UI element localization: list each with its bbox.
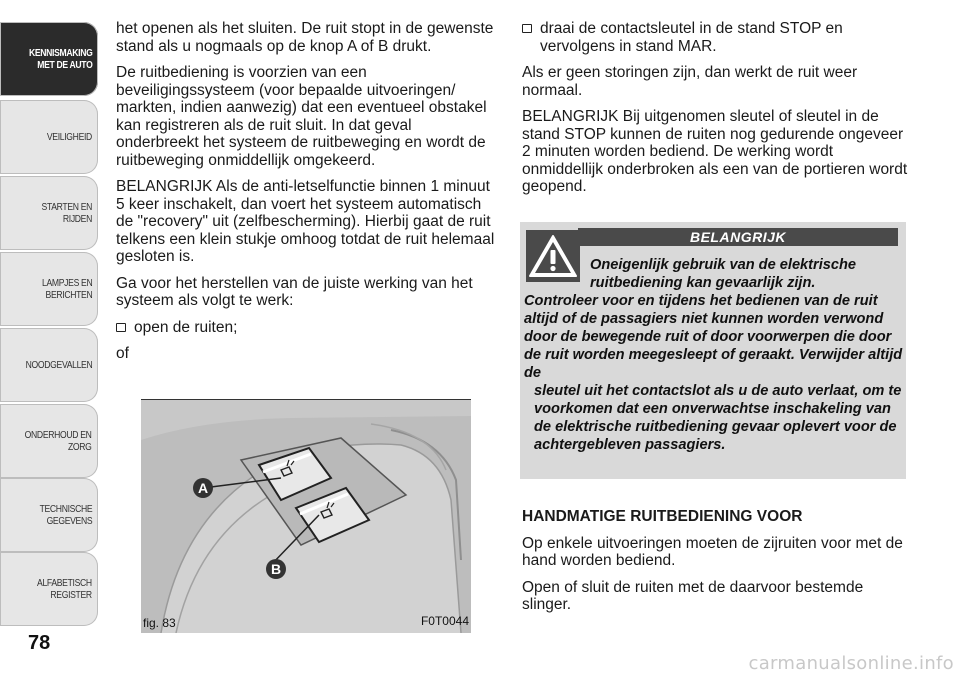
window-switch-figure (141, 399, 471, 633)
paragraph: Als er geen storingen zijn, dan werkt de ruit weer normaal. (522, 64, 858, 99)
tab-veiligheid[interactable] (0, 100, 98, 174)
tab-label: TECHNISCHE GEGEVENS (39, 503, 92, 527)
callout-b-label: B (270, 561, 282, 577)
paragraph: BELANGRIJK Als de anti-letselfunctie binnen 1 minuut 5 keer inschakelt, dan voert het systeem automatisch de "recovery" uit (zelfbescherming). Hierbij gaat de ruit telkens een klein stukje omhoog totdat de ruit helemaal gesloten is. (116, 178, 495, 265)
warning-header: BELANGRIJK (578, 228, 898, 246)
warning-line: ruitbediening kan gevaarlijk zijn. (590, 275, 816, 291)
paragraph: De ruitbediening is voorzien van een beveiligingssysteem (voor bepaalde uitvoeringen/ markten, indien aanwezig) dat een eventueel obstakel kan registreren als de ruit sluit. In dat geval onderbreekt het systeem de ruitbeweging en wordt de ruitbeweging onmiddellijk omgekeerd. (116, 64, 487, 169)
warning-line: sleutel uit het contactslot als u de auto verlaat, om te voorkomen dat een onverwachtse inschakeling van de elektrische ruitbediening gevaar oplevert voor de achtergebleven passagiers. (534, 383, 902, 453)
tab-technische-gegevens[interactable] (0, 478, 98, 552)
bullet-box-icon (522, 24, 532, 33)
figure-caption (141, 616, 471, 632)
tab-label: STARTEN EN RIJDEN (41, 201, 92, 225)
warning-box (520, 222, 906, 479)
tab-label: VEILIGHEID (46, 131, 92, 143)
paragraph: het openen als het sluiten. De ruit stopt in de gewenste stand als u nogmaals op de knop A of B drukt. (116, 20, 494, 55)
section-heading: HANDMATIGE RUITBEDIENING VOOR (522, 508, 803, 525)
figure-number: fig. 83 (143, 616, 176, 630)
tab-starten-en-rijden[interactable] (0, 176, 98, 250)
tab-noodgevallen[interactable] (0, 328, 98, 402)
warning-text (524, 256, 904, 454)
tab-label: LAMPJES EN BERICHTEN (41, 277, 92, 301)
warning-line: Controleer voor en tijdens het bedienen van de ruit altijd of de passagiers niet kunnen worden verwond door de bewegende ruit of door voorwerpen die door de ruit worden meegesleept of geraakt. Verwijder altijd de (524, 293, 903, 381)
tab-onderhoud-en-zorg[interactable] (0, 404, 98, 478)
tab-lampjes-en-berichten[interactable] (0, 252, 98, 326)
tab-label: KENNISMAKING MET DE AUTO (28, 47, 92, 71)
bullet-text: draai de contactsleutel in de stand STOP en vervolgens in stand MAR. (540, 20, 843, 55)
tab-kennismaking[interactable] (0, 22, 98, 96)
bullet-box-icon (116, 323, 126, 332)
warning-line: Oneigenlijk gebruik van de elektrische (590, 257, 857, 273)
paragraph: Open of sluit de ruiten met de daarvoor bestemde slinger. (522, 578, 864, 613)
right-column (522, 20, 908, 205)
window-switch-illustration (141, 400, 471, 633)
watermark: carmanualsonline.info (748, 653, 954, 674)
paragraph: BELANGRIJK Bij uitgenomen sleutel of sleutel in de stand STOP kunnen de ruiten nog gedurende ongeveer 2 minuten worden bediend. De werking wordt onmiddellijk onderbroken als een van de portieren wordt geopend. (522, 108, 908, 195)
callout-a-label: A (197, 480, 209, 496)
left-column (116, 20, 496, 372)
tab-label: ONDERHOUD EN ZORG (25, 429, 92, 453)
tab-alfabetisch-register[interactable] (0, 552, 98, 626)
tab-label: ALFABETISCH REGISTER (37, 577, 92, 601)
bullet-item (522, 20, 908, 55)
bullet-item (116, 319, 496, 337)
bullet-text: open de ruiten; (134, 318, 238, 336)
right-column-lower (522, 508, 908, 623)
page-number: 78 (28, 632, 51, 654)
figure-code: F0T0044 (420, 614, 469, 628)
paragraph: Op enkele uitvoeringen moeten de zijruiten voor met de hand worden bediend. (522, 534, 903, 569)
tab-label: NOODGEVALLEN (25, 359, 92, 371)
paragraph: of (116, 345, 129, 362)
paragraph: Ga voor het herstellen van de juiste werking van het systeem als volgt te werk: (116, 274, 473, 309)
